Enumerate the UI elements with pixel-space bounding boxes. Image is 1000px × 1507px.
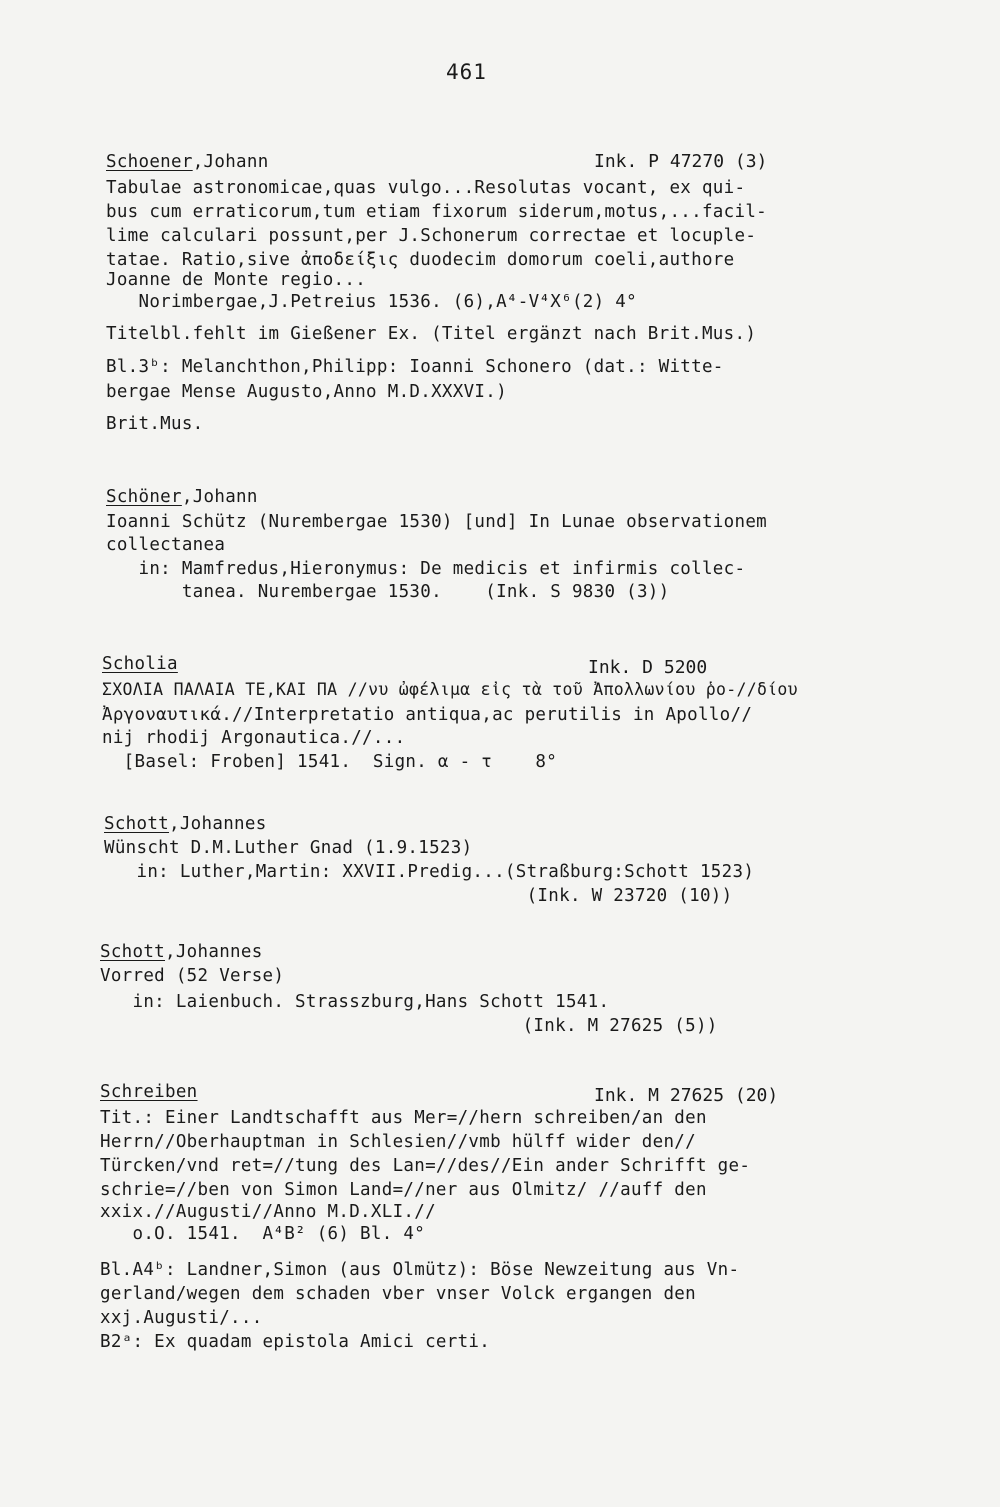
heading-rest: ,Johannes: [165, 942, 263, 962]
entry-heading: [102, 652, 178, 676]
heading-underlined: Schott: [104, 814, 170, 834]
entry-line: [Basel: Froben] 1541. Sign. α - τ 8°: [102, 752, 558, 772]
entry-line: Joanne de Monte regio...: [106, 270, 367, 290]
entry-line: in: Luther,Martin: XXVII.Predig...(Straßburg:Schott 1523): [104, 862, 755, 882]
entry-line: Tit.: Einer Landtschafft aus Mer=//hern schreiben/an den: [100, 1108, 707, 1128]
entry-line: o.O. 1541. A⁴B² (6) Bl. 4°: [100, 1224, 426, 1244]
entry-line: bergae Mense Augusto,Anno M.D.XXXVI.): [106, 382, 507, 402]
heading-rest: ,Johannes: [169, 814, 267, 834]
entry-line: Wünscht D.M.Luther Gnad (1.9.1523): [104, 838, 473, 858]
heading-underlined: Schott: [100, 942, 166, 962]
entry-line: collectanea: [106, 535, 226, 555]
entry-line: Türcken/vnd ret=//tung des Lan=//des//Ein ander Schrifft ge-: [100, 1156, 751, 1176]
entry-line: xxix.//Augusti//Anno M.D.XLI.//: [100, 1202, 436, 1222]
heading-rest: ,Johann: [181, 487, 258, 507]
entry-heading: [106, 150, 269, 174]
entry-signature: Ink. M 27625 (20): [594, 1085, 779, 1106]
entry-line: (Ink. W 23720 (10)): [104, 886, 733, 906]
entry-line: Titelbl.fehlt im Gießener Ex. (Titel ergänzt nach Brit.Mus.): [106, 324, 757, 344]
entry-line: schrie=//ben von Simon Land=//ner aus Olmitz/ //auff den: [100, 1180, 707, 1200]
entry-line: tatae. Ratio,sive ἀποδείξις duodecim domorum coeli,authore: [106, 250, 735, 270]
entry-line: tanea. Nurembergae 1530. (Ink. S 9830 (3)): [106, 582, 670, 602]
entry-line: gerland/wegen dem schaden vber vnser Volck ergangen den: [100, 1284, 696, 1304]
heading-underlined: Scholia: [102, 654, 178, 674]
entry-line: Herrn//Oberhauptman in Schlesien//vmb hülff wider den//: [100, 1132, 696, 1152]
entry-line: nij rhodij Argonautica.//...: [102, 728, 406, 748]
entry-line: xxj.Augusti/...: [100, 1308, 263, 1328]
entry-heading: [100, 1080, 198, 1104]
entry-heading: [100, 940, 263, 964]
entry-line: lime calculari possunt,per J.Schonerum correctae et locuple-: [106, 226, 757, 246]
heading-underlined: Schreiben: [100, 1082, 198, 1102]
entry-line: Bl.3ᵇ: Melanchthon,Philipp: Ioanni Schonero (dat.: Witte-: [106, 357, 724, 377]
entry-line: (Ink. M 27625 (5)): [100, 1016, 718, 1036]
entry-line: Vorred (52 Verse): [100, 966, 285, 986]
page-number: 461: [446, 60, 487, 84]
entry-signature: Ink. P 47270 (3): [594, 151, 768, 172]
entry-line: in: Mamfredus,Hieronymus: De medicis et infirmis collec-: [106, 559, 746, 579]
entry-line: Tabulae astronomicae,quas vulgo...Resolutas vocant, ex qui-: [106, 178, 746, 198]
entry-line: Ἀργοναυτικά.//Interpretatio antiqua,ac perutilis in Apollo//: [102, 705, 753, 725]
entry-heading: [104, 812, 267, 836]
entry-line: Brit.Mus.: [106, 414, 204, 434]
heading-underlined: Schoener: [106, 152, 193, 172]
entry-signature: Ink. D 5200: [588, 657, 708, 678]
heading-rest: ,Johann: [192, 152, 269, 172]
heading-underlined: Schöner: [106, 487, 182, 507]
entry-line: Norimbergae,J.Petreius 1536. (6),A⁴-V⁴X⁶(2) 4°: [106, 292, 637, 312]
entry-line: ΣΧΟΛΙΑ ΠΑΛΑΙΑ ΤΕ,ΚΑΙ ΠΑ //νυ ὠφέλιμα εἰς τὰ τοῦ Ἀπολλωνίου ῥο-//δίου: [102, 680, 798, 699]
entry-line: Ioanni Schütz (Nurembergae 1530) [und] In Lunae observationem: [106, 512, 767, 532]
entry-line: B2ᵃ: Ex quadam epistola Amici certi.: [100, 1332, 491, 1352]
entry-heading: [106, 485, 258, 509]
entry-line: Bl.A4ᵇ: Landner,Simon (aus Olmütz): Böse Newzeitung aus Vn-: [100, 1260, 740, 1280]
entry-line: bus cum erraticorum,tum etiam fixorum siderum,motus,...facil-: [106, 202, 767, 222]
entry-line: in: Laienbuch. Strasszburg,Hans Schott 1541.: [100, 992, 610, 1012]
